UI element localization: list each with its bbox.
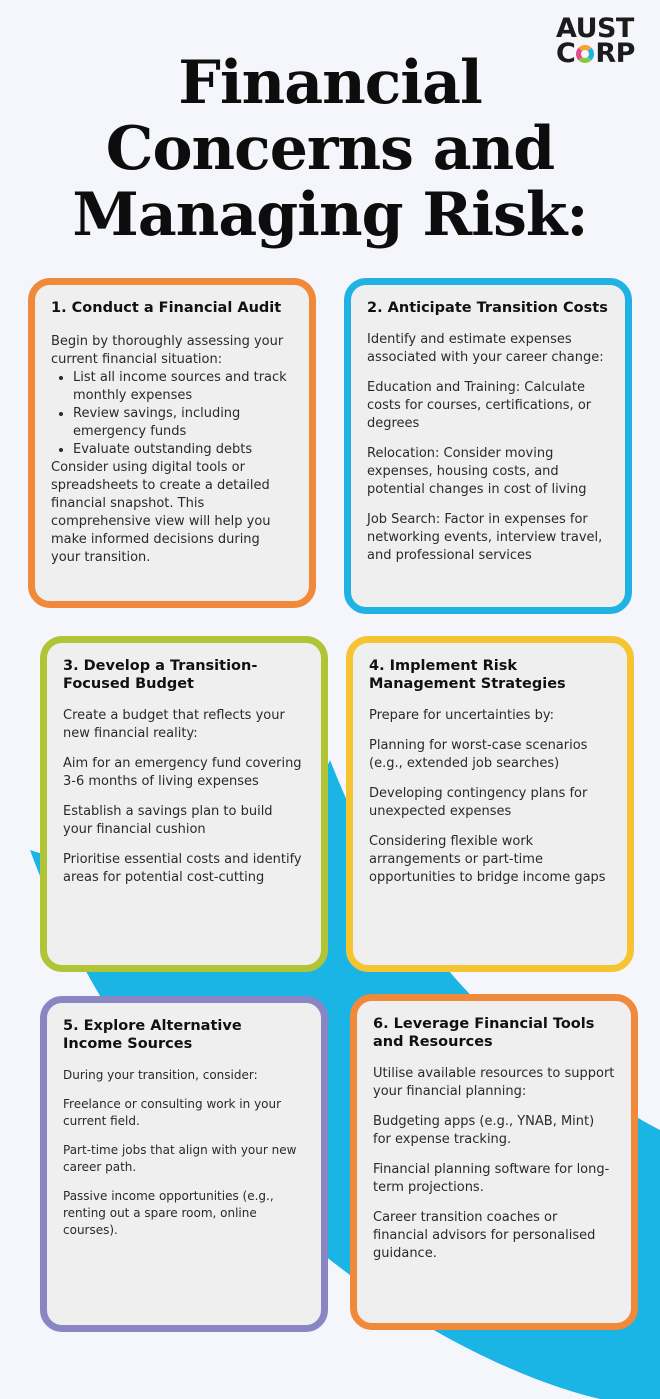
card-paragraph: Prepare for uncertainties by: xyxy=(369,708,554,723)
card-alternative-income xyxy=(40,996,328,1332)
card-paragraph: Education and Training: Calculate costs for courses, certifications, or degrees xyxy=(367,380,592,431)
card-paragraph: Create a budget that reflects your new financial reality: xyxy=(63,708,285,741)
card-heading: 1. Conduct a Financial Audit xyxy=(51,300,282,316)
card-heading: 3. Develop a Transition-Focused Budget xyxy=(63,658,258,692)
page-title xyxy=(0,50,660,248)
logo-text-aust: AUST xyxy=(556,13,634,44)
list-item: • Review savings, including emergency funds xyxy=(73,405,293,441)
card-paragraph: Freelance or consulting work in your current field. xyxy=(63,1097,282,1128)
card-paragraph: Budgeting apps (e.g., YNAB, Mint) for expense tracking. xyxy=(373,1114,595,1147)
card-outro: Consider using digital tools or spreadsheets to create a detailed financial snapshot. This comprehensive view will help you make informed decisions during your transition. xyxy=(51,460,271,565)
card-paragraph: Developing contingency plans for unexpected expenses xyxy=(369,786,588,819)
card-paragraph: Establish a savings plan to build your financial cushion xyxy=(63,804,273,837)
logo-letters-rp: RP xyxy=(595,38,635,69)
logo-letter-c: C xyxy=(556,38,576,69)
card-heading: 5. Explore Alternative Income Sources xyxy=(63,1018,242,1052)
card-paragraph: Prioritise essential costs and identify areas for potential cost-cutting xyxy=(63,852,302,885)
card-transition-budget xyxy=(40,636,328,972)
card-paragraph: Part-time jobs that align with your new career path. xyxy=(63,1143,297,1174)
card-paragraph: Relocation: Consider moving expenses, housing costs, and potential changes in cost of living xyxy=(367,446,587,497)
card-financial-tools xyxy=(350,994,638,1330)
card-heading: 4. Implement Risk Management Strategies xyxy=(369,658,566,692)
title-line-1: Financial xyxy=(178,48,482,118)
card-paragraph: Career transition coaches or financial advisors for personalised guidance. xyxy=(373,1210,596,1261)
list-item: • List all income sources and track monthly expenses xyxy=(73,369,293,405)
card-paragraph: During your transition, consider: xyxy=(63,1068,258,1082)
card-financial-audit xyxy=(28,278,316,608)
card-paragraph: Job Search: Factor in expenses for networking events, interview travel, and professional services xyxy=(367,512,603,563)
card-heading: 6. Leverage Financial Tools and Resources xyxy=(373,1016,595,1050)
title-line-2: Concerns and xyxy=(105,114,555,184)
card-heading: 2. Anticipate Transition Costs xyxy=(367,300,608,316)
card-paragraph: Financial planning software for long-term projections. xyxy=(373,1162,610,1195)
card-intro: Begin by thoroughly assessing your current financial situation: xyxy=(51,334,284,367)
card-paragraph: Planning for worst-case scenarios (e.g., extended job searches) xyxy=(369,738,588,771)
card-paragraph: Identify and estimate expenses associated with your career change: xyxy=(367,332,604,365)
card-risk-management xyxy=(346,636,634,972)
card-paragraph: Considering flexible work arrangements or part-time opportunities to bridge income gaps xyxy=(369,834,606,885)
list-item: • Evaluate outstanding debts xyxy=(73,441,293,459)
title-line-3: Managing Risk: xyxy=(72,180,588,250)
card-transition-costs xyxy=(344,278,632,614)
card-paragraph: Utilise available resources to support your financial planning: xyxy=(373,1066,615,1099)
card-paragraph: Passive income opportunities (e.g., renting out a spare room, online courses). xyxy=(63,1189,274,1237)
card-bullet-list xyxy=(51,369,293,459)
card-paragraph: Aim for an emergency fund covering 3-6 months of living expenses xyxy=(63,756,302,789)
